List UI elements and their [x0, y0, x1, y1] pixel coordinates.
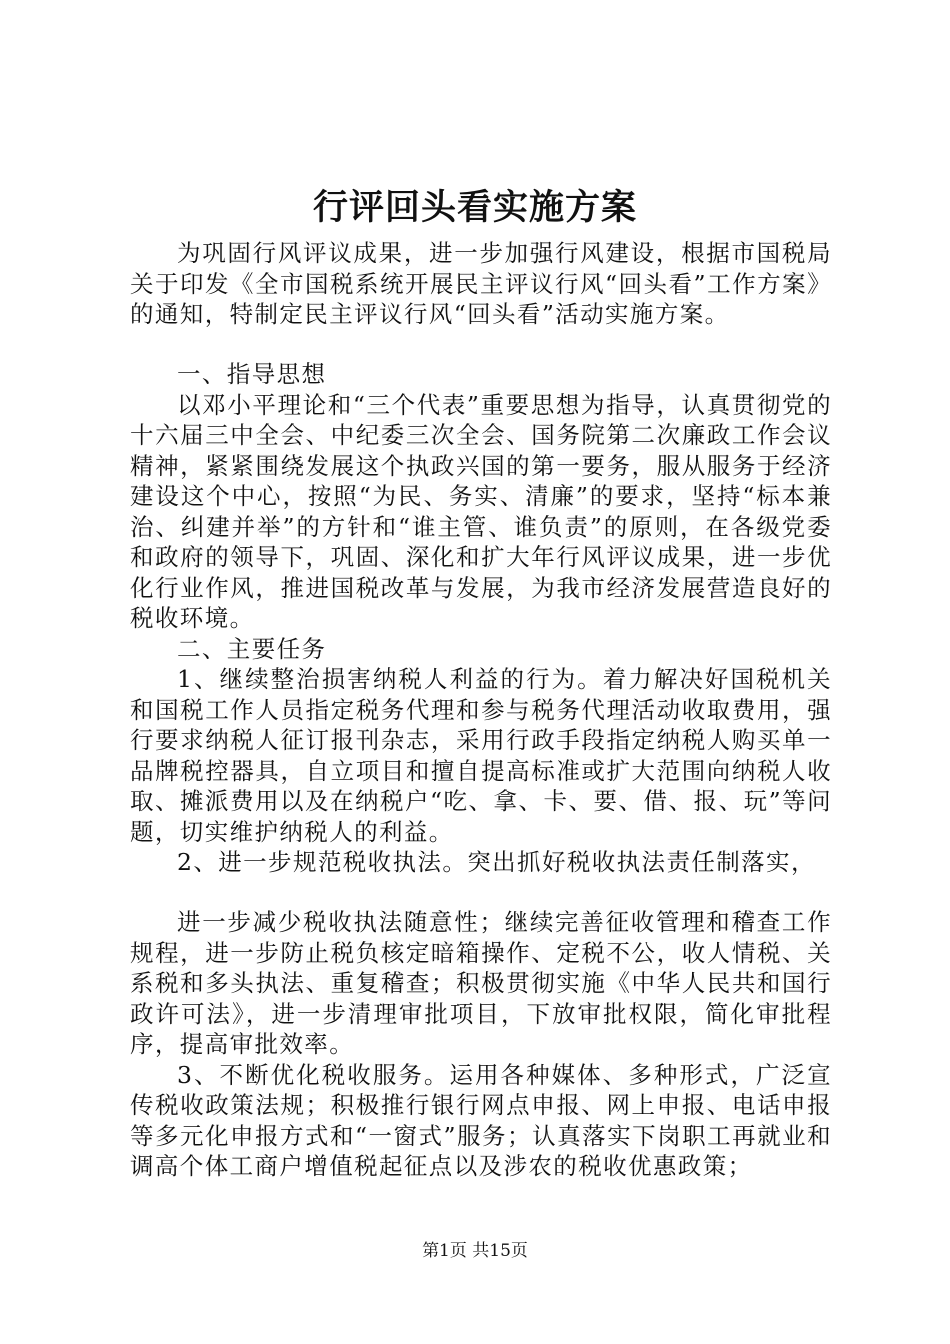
paragraph: 进一步减少税收执法随意性；继续完善征收管理和稽查工作规程，进一步防止税负核定暗箱操作、定税不公，收人情税、关系税和多头执法、重复稽查；积极贯彻实施《中华人民共和国行政许可法》，进一步清理审批项目，下放审批权限，简化审批程序，提高审批效率。 — [130, 908, 832, 1058]
continuation-block — [130, 907, 832, 1182]
paragraph: 3、不断优化税收服务。运用各种媒体、多种形式，广泛宣传税收政策法规；积极推行银行网点申报、网上申报、电话申报等多元化申报方式和“一窗式”服务；认真落实下岗职工再就业和调高个体工商户增值税起征点以及涉农的税收优惠政策； — [130, 1060, 832, 1180]
main-block — [130, 359, 832, 878]
document-title: 行评回头看实施方案 — [312, 187, 637, 228]
paragraph: 2、进一步规范税收执法。突出抓好税收执法责任制落实， — [177, 848, 816, 876]
page-footer: 第1页 共15页 — [422, 1241, 528, 1261]
section-heading-guiding-thought: 一、指导思想 — [177, 360, 327, 388]
section-heading-main-tasks: 二、主要任务 — [177, 634, 327, 663]
paragraph: 为巩固行风评议成果，进一步加强行风建设，根据市国税局关于印发《全市国税系统开展民主评议行风“回头看”工作方案》的通知，特制定民主评议行风“回头看”活动实施方案。 — [130, 239, 832, 328]
paragraph: 1、继续整治损害纳税人利益的行为。着力解决好国税机关和国税工作人员指定税务代理和参与税务代理活动收取费用，强行要求纳税人征订报刊杂志，采用行政手段指定纳税人购买单一品牌税控器具，自立项目和擅自提高标准或扩大范围向纳税人收取、摊派费用以及在纳税户“吃、拿、卡、要、借、报、玩”等问题，切实维护纳税人的利益。 — [130, 665, 832, 846]
intro-block — [130, 238, 832, 330]
paragraph: 以邓小平理论和“三个代表”重要思想为指导，认真贯彻党的十六届三中全会、中纪委三次全会、国务院第二次廉政工作会议精神，紧紧围绕发展这个执政兴国的第一要务，服从服务于经济建设这个中心，按照“为民、务实、清廉”的要求，坚持“标本兼治、纠建并举”的方针和“谁主管、谁负责”的原则，在各级党委和政府的领导下，巩固、深化和扩大年行风评议成果，进一步优化行业作风，推进国税改革与发展，为我市经济发展营造良好的税收环境。 — [130, 390, 832, 632]
